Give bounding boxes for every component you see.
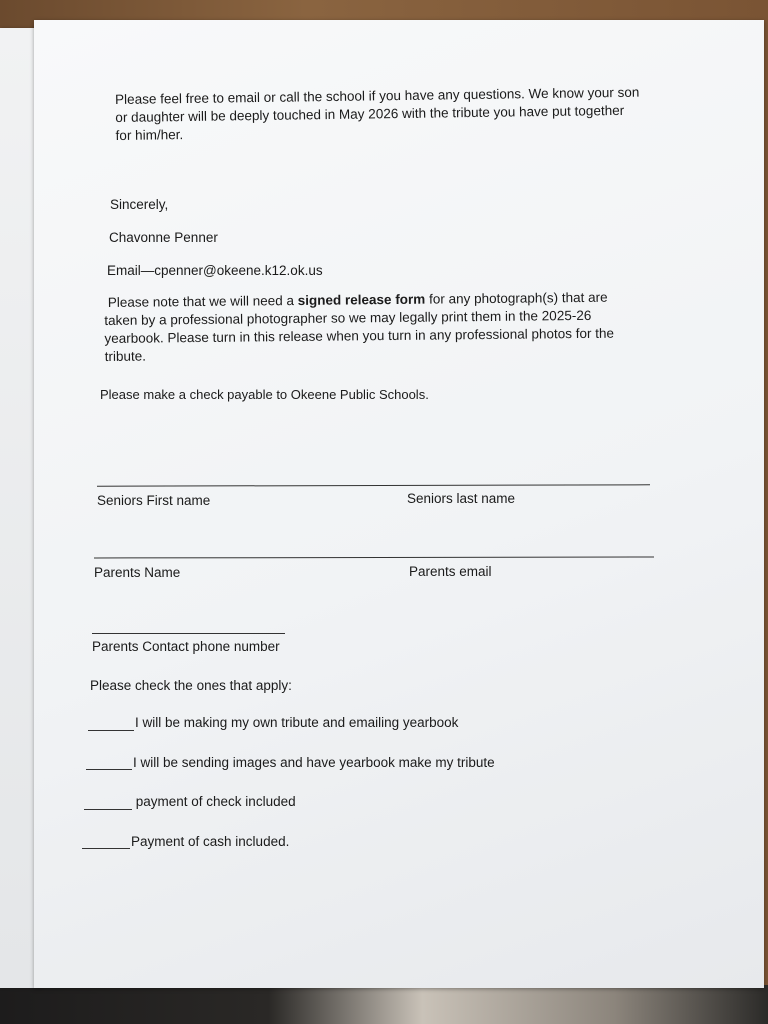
option-4-blank — [82, 848, 130, 849]
note-line-3: yearbook. Please turn in this release when you turn in any professional photos for the — [104, 325, 615, 346]
contact-email: Email—cpenner@okeene.k12.ok.us — [107, 263, 323, 278]
note-text-1: Please note that we will need a — [107, 292, 298, 310]
option-3-label: payment of check included — [132, 794, 296, 809]
option-4-label: Payment of cash included. — [131, 834, 290, 849]
desk-surface — [0, 985, 768, 1024]
phone-line — [92, 633, 285, 634]
parents-phone-label: Parents Contact phone number — [92, 639, 280, 654]
seniors-first-name-label: Seniors First name — [97, 493, 211, 508]
closing-text: Sincerely, — [110, 197, 169, 212]
release-note — [104, 289, 614, 366]
signer-name: Chavonne Penner — [109, 230, 218, 245]
parents-name-label: Parents Name — [94, 565, 181, 580]
note-emphasis: signed release form — [297, 291, 426, 308]
intro-paragraph — [115, 84, 640, 145]
note-line-4: tribute. — [104, 348, 147, 364]
intro-line-3: for him/her. — [115, 127, 184, 143]
intro-line-1: Please feel free to email or call the school if you have any questions. We know your son — [115, 84, 640, 107]
option-3-blank — [84, 809, 132, 810]
note-text-2: for any photograph(s) that are — [425, 289, 608, 307]
intro-line-2: or daughter will be deeply touched in May 2026 with the tribute you have put together — [115, 102, 625, 125]
seniors-last-name-label: Seniors last name — [407, 491, 516, 506]
check-prompt: Please check the ones that apply: — [90, 678, 292, 693]
option-1-blank — [88, 730, 134, 731]
payable-instruction: Please make a check payable to Okeene Public Schools. — [100, 387, 429, 402]
note-line-2: taken by a professional photographer so we may legally print them in the 2025-26 — [104, 307, 592, 328]
option-1-label: I will be making my own tribute and emailing yearbook — [135, 715, 459, 730]
parents-email-label: Parents email — [409, 564, 492, 579]
option-2-label: I will be sending images and have yearbook make my tribute — [133, 755, 495, 770]
option-2-blank — [86, 769, 132, 770]
